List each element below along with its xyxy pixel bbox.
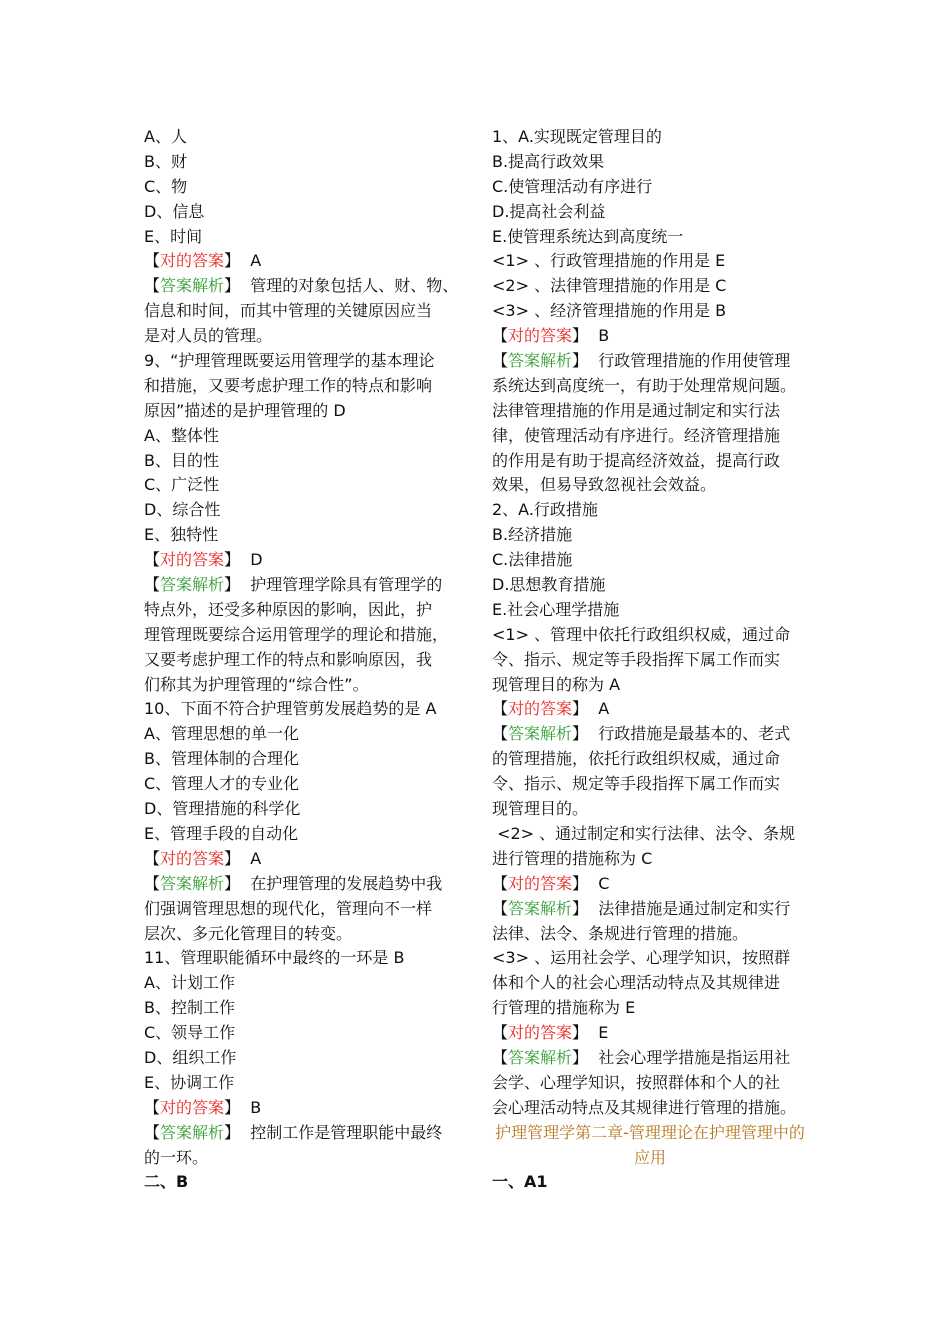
analysis-line: 们称其为护理管理的“综合性”。 — [144, 674, 369, 694]
option-line: C.法律措施 — [492, 550, 573, 570]
answer-value: A — [598, 699, 610, 719]
option-line: A、计划工作 — [144, 973, 235, 993]
sub-question-line: <3> 、运用社会学、心理学知识，按照群 — [492, 948, 791, 968]
analysis-line: 的一环。 — [144, 1147, 209, 1167]
analysis-label: 答案解析 — [508, 724, 573, 744]
analysis-label: 答案解析 — [508, 1047, 573, 1067]
analysis-line: 信息和时间，而其中管理的关键原因应当 — [144, 301, 433, 321]
analysis-line: 系统达到高度统一，有助于处理常规问题。 — [492, 375, 797, 395]
option-line: E.使管理系统达到高度统一 — [492, 226, 684, 246]
analysis-line: 【答案解析】 控制工作是管理职能中最终 — [144, 1122, 443, 1142]
answer-line: 【对的答案】 A — [144, 848, 262, 868]
option-line: D、信息 — [144, 201, 205, 221]
answer-value: B — [598, 326, 610, 346]
answer-line: 【对的答案】 E — [492, 1023, 609, 1043]
option-line: 1、A.实现既定管理目的 — [492, 127, 662, 146]
answer-line: 【对的答案】 C — [492, 873, 610, 893]
option-line: B、控制工作 — [144, 998, 235, 1018]
answer-label: 对的答案 — [160, 550, 225, 570]
section-heading: 一、A1 — [492, 1172, 548, 1192]
option-line: C、管理人才的专业化 — [144, 774, 300, 794]
section-heading: 二、B — [144, 1172, 189, 1192]
answer-line: 【对的答案】 D — [144, 550, 263, 570]
analysis-label: 答案解析 — [160, 276, 225, 296]
sub-question-line: 现管理目的称为 A — [492, 674, 621, 694]
answer-label: 对的答案 — [160, 848, 225, 868]
sub-question-line: <1> 、行政管理措施的作用是 E — [492, 251, 726, 271]
analysis-line: 特点外，还受多种原因的影响，因此，护 — [144, 599, 433, 619]
option-line: B、财 — [144, 151, 187, 171]
sub-question-line: 令、指示、规定等手段指挥下属工作而实 — [492, 649, 781, 669]
option-line: C、广泛性 — [144, 475, 220, 495]
answer-value: B — [250, 1097, 262, 1117]
right-column — [492, 125, 808, 1195]
analysis-label: 答案解析 — [508, 898, 573, 918]
analysis-label: 答案解析 — [160, 873, 225, 893]
answer-line: 【对的答案】 B — [492, 326, 610, 346]
option-line: D.提高社会利益 — [492, 201, 606, 221]
answer-label: 对的答案 — [160, 251, 225, 271]
option-line: E、时间 — [144, 226, 203, 246]
answer-label: 对的答案 — [508, 326, 573, 346]
analysis-line: 【答案解析】 行政措施是最基本的、老式 — [492, 724, 791, 744]
option-line: D.思想教育措施 — [492, 575, 606, 595]
option-line: C、物 — [144, 176, 188, 196]
option-line: E、协调工作 — [144, 1072, 235, 1092]
sub-question-line: <2> 、法律管理措施的作用是 C — [492, 276, 727, 296]
analysis-line: 【答案解析】 社会心理学措施是指运用社 — [492, 1047, 791, 1067]
option-line: E、独特性 — [144, 525, 219, 545]
option-line: D、组织工作 — [144, 1047, 237, 1067]
option-line: B、管理体制的合理化 — [144, 749, 299, 769]
analysis-line: 是对人员的管理。 — [144, 326, 273, 346]
analysis-line: 【答案解析】 行政管理措施的作用使管理 — [492, 351, 791, 371]
chapter-heading: 护理管理学第二章-管理理论在护理管理中的应用 — [495, 1122, 805, 1167]
analysis-line: 的管理措施，依托行政组织权威，通过命 — [492, 749, 781, 769]
sub-question-line: <2> 、通过制定和实行法律、法令、条规 — [492, 823, 796, 843]
left-column — [144, 125, 468, 1195]
option-line: A、整体性 — [144, 425, 219, 445]
analysis-line: 又要考虑护理工作的特点和影响原因，我 — [144, 649, 433, 669]
answer-value: C — [598, 873, 610, 893]
option-line: C、领导工作 — [144, 1023, 236, 1043]
answer-value: E — [598, 1023, 609, 1043]
option-line: A、人 — [144, 127, 187, 146]
answer-label: 对的答案 — [508, 699, 573, 719]
option-line: B.经济措施 — [492, 525, 573, 545]
option-line: E、管理手段的自动化 — [144, 823, 299, 843]
question-line: 和措施，又要考虑护理工作的特点和影响 — [144, 375, 433, 395]
answer-line: 【对的答案】 A — [492, 699, 610, 719]
analysis-line: 会心理活动特点及其规律进行管理的措施。 — [492, 1097, 797, 1117]
analysis-line: 效果，但易导致忽视社会效益。 — [492, 475, 717, 495]
analysis-line: 律，使管理活动有序进行。经济管理措施 — [492, 425, 781, 445]
answer-value: D — [250, 550, 263, 570]
question-line: 11、管理职能循环中最终的一环是 B — [144, 948, 405, 968]
analysis-label: 答案解析 — [160, 1122, 225, 1142]
question-line: 10、下面不符合护理管剪发展趋势的是 A — [144, 699, 437, 719]
answer-value: A — [250, 848, 262, 868]
sub-question-line: <1> 、管理中依托行政组织权威，通过命 — [492, 624, 791, 644]
sub-question-line: 体和个人的社会心理活动特点及其规律进 — [492, 973, 781, 993]
sub-question-line: 进行管理的措施称为 C — [492, 848, 653, 868]
analysis-line: 们强调管理思想的现代化，管理向不一样 — [144, 898, 433, 918]
answer-line: 【对的答案】 B — [144, 1097, 262, 1117]
analysis-line: 法律、法令、条规进行管理的措施。 — [492, 923, 749, 943]
option-line: A、管理思想的单一化 — [144, 724, 299, 744]
option-line: D、管理措施的科学化 — [144, 799, 301, 819]
option-line: B、目的性 — [144, 450, 219, 470]
analysis-line: 【答案解析】 管理的对象包括人、财、物、 — [144, 276, 459, 296]
analysis-label: 答案解析 — [160, 575, 225, 595]
option-line: B.提高行政效果 — [492, 151, 605, 171]
analysis-line: 令、指示、规定等手段指挥下属工作而实 — [492, 774, 781, 794]
option-line: C.使管理活动有序进行 — [492, 176, 653, 196]
analysis-label: 答案解析 — [508, 351, 573, 371]
option-line: E.社会心理学措施 — [492, 599, 620, 619]
option-line: 2、A.行政措施 — [492, 500, 598, 520]
question-line: 9、“护理管理既要运用管理学的基本理论 — [144, 351, 435, 371]
answer-label: 对的答案 — [508, 1023, 573, 1043]
question-line: 原因”描述的是护理管理的 D — [144, 400, 346, 420]
sub-question-line: <3> 、经济管理措施的作用是 B — [492, 301, 727, 321]
answer-value: A — [250, 251, 262, 271]
analysis-line: 层次、多元化管理目的转变。 — [144, 923, 353, 943]
analysis-line: 【答案解析】 在护理管理的发展趋势中我 — [144, 873, 443, 893]
analysis-line: 法律管理措施的作用是通过制定和实行法 — [492, 400, 781, 420]
analysis-line: 【答案解析】 法律措施是通过制定和实行 — [492, 898, 791, 918]
analysis-line: 【答案解析】 护理管理学除具有管理学的 — [144, 575, 443, 595]
sub-question-line: 行管理的措施称为 E — [492, 998, 636, 1018]
answer-label: 对的答案 — [160, 1097, 225, 1117]
analysis-line: 现管理目的。 — [492, 799, 589, 819]
option-line: D、综合性 — [144, 500, 221, 520]
analysis-line: 的作用是有助于提高经济效益，提高行政 — [492, 450, 781, 470]
analysis-line: 会学、心理学知识，按照群体和个人的社 — [492, 1072, 781, 1092]
analysis-line: 理管理既要综合运用管理学的理论和措施， — [144, 624, 449, 644]
answer-label: 对的答案 — [508, 873, 573, 893]
answer-line: 【对的答案】 A — [144, 251, 262, 271]
